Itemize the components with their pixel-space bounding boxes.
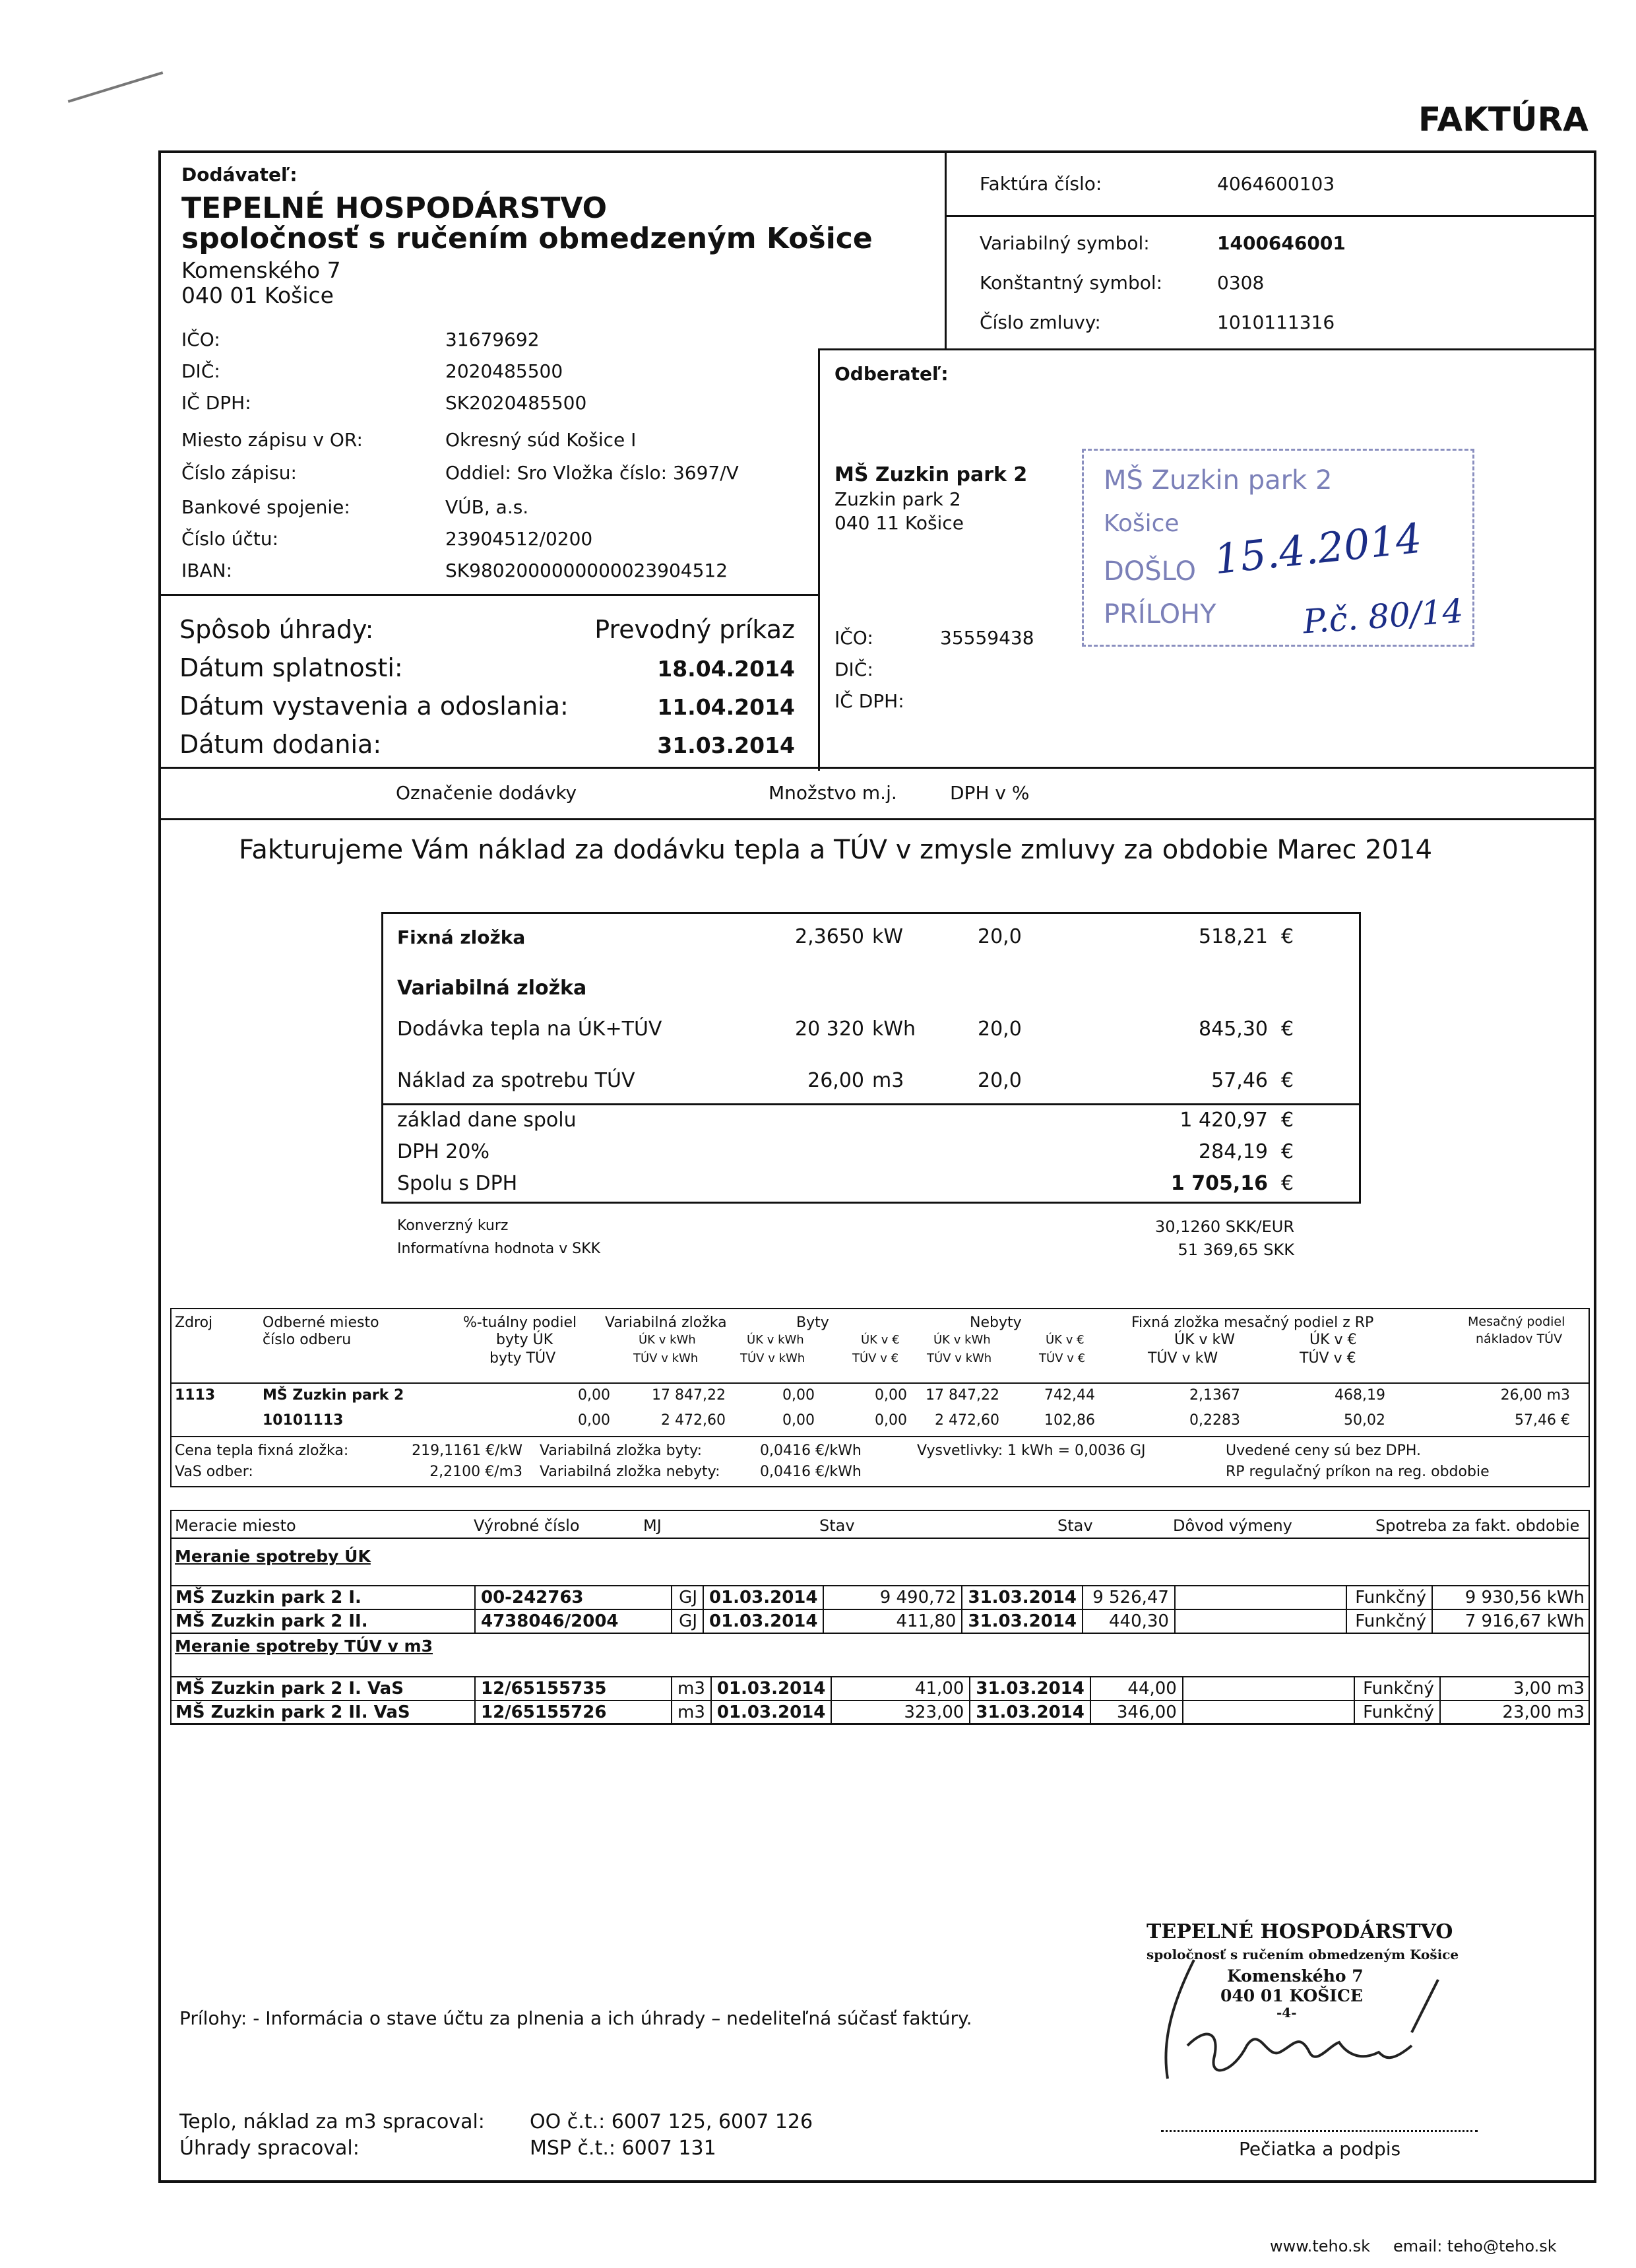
dist-fix-kw: 0,2283	[1189, 1412, 1240, 1429]
dist-header: nákladov TÚV	[1476, 1332, 1563, 1346]
meter-place: MŠ Zuzkin park 2 I. VaS	[170, 1677, 475, 1701]
dist-monthly: 57,46 €	[1515, 1412, 1570, 1429]
meter-state-to: 44,00	[1090, 1677, 1183, 1701]
meter-status: Funkčný	[1346, 1609, 1432, 1633]
dist-header: TÚV v €	[1300, 1350, 1356, 1367]
meter-date-to: 31.03.2014	[970, 1677, 1090, 1701]
website: www.teho.sk	[1270, 2237, 1370, 2255]
company-stamp-line: 040 01 KOŠICE	[1220, 1986, 1363, 2005]
dist-fix-eur: 468,19	[1335, 1387, 1385, 1404]
rp-note: RP regulačný príkon na reg. obdobie	[1226, 1464, 1490, 1480]
customer-ico: 35559438	[940, 627, 1034, 649]
dist-monthly: 26,00 m3	[1500, 1387, 1570, 1404]
dist-header: ÚK v €	[1046, 1333, 1085, 1347]
heat-item-qty: 20 320	[795, 1018, 864, 1041]
total-amount: 1 705,16	[1170, 1172, 1268, 1195]
processed-by-1: OO č.t.: 6007 125, 6007 126	[530, 2110, 813, 2133]
table-row	[170, 1677, 1590, 1701]
attachments-note: Prílohy: - Informácia o stave účtu za plnenia a ich úhrady – nedeliteľná súčasť faktúry.	[179, 2007, 972, 2029]
table-row	[170, 1586, 1590, 1609]
fixed-item-qty: 2,3650	[795, 925, 864, 948]
due-date-label: Dátum splatnosti:	[179, 653, 403, 682]
price-fixed: 219,1161 €/kW	[412, 1442, 522, 1459]
supplier-city: 040 01 Košice	[181, 282, 334, 308]
meters-header: MJ	[643, 1516, 662, 1535]
meters-header: Spotreba za fakt. obdobie	[1375, 1516, 1580, 1535]
dist-var: 2 472,60	[661, 1412, 726, 1429]
supplier-field-label: DIČ:	[181, 360, 220, 382]
dist-header: ÚK v €	[1309, 1332, 1357, 1348]
meter-unit: GJ	[672, 1586, 703, 1609]
delivery-date: 31.03.2014	[657, 732, 795, 758]
dist-header: TÚV v kWh	[927, 1351, 992, 1365]
supplier-name-2: spoločnosť s ručením obmedzeným Košice	[181, 222, 873, 255]
meter-consumption: 23,00 m3	[1440, 1701, 1590, 1724]
divider	[383, 1103, 1360, 1105]
divider	[945, 215, 1596, 217]
meters-uk-rows	[170, 1585, 1590, 1634]
meters-header: Výrobné číslo	[474, 1516, 580, 1535]
fixed-item-label: Fixná zložka	[397, 926, 526, 948]
meters-header: Stav	[1057, 1516, 1093, 1535]
supplier-field-value: VÚB, a.s.	[445, 496, 529, 518]
dist-header: Nebyty	[970, 1314, 1022, 1331]
supplier-field-label: Číslo zápisu:	[181, 462, 297, 484]
invoice-number-label: Faktúra číslo:	[980, 173, 1102, 195]
dist-header: Odberné miesto	[263, 1314, 379, 1331]
var-byty: 0,0416 €/kWh	[760, 1442, 862, 1459]
tuv-item-amount: 57,46	[1211, 1069, 1268, 1092]
price-fixed-label: Cena tepla fixná zložka:	[175, 1442, 349, 1459]
prices-note: Uvedené ceny sú bez DPH.	[1226, 1442, 1422, 1459]
col-header-quantity: Množstvo m.j.	[769, 782, 897, 804]
meter-serial: 00-242763	[475, 1586, 672, 1609]
stamp-line: MŠ Zuzkin park 2	[1104, 465, 1333, 496]
supplier-field-label: Miesto zápisu v OR:	[181, 429, 363, 451]
meter-date-to: 31.03.2014	[970, 1701, 1090, 1724]
customer-dic-label: DIČ:	[834, 659, 873, 680]
stamp-line: Košice	[1104, 510, 1180, 537]
dist-header: ÚK v kWh	[747, 1333, 804, 1347]
heat-item-vat: 20,0	[978, 1018, 1022, 1041]
meters-header: Dôvod výmeny	[1173, 1516, 1292, 1535]
customer-icdph-label: IČ DPH:	[834, 690, 904, 712]
table-row	[170, 1609, 1590, 1633]
var-nebyty-label: Variabilná zložka nebyty:	[540, 1464, 720, 1480]
dist-nebyty-eur: 102,86	[1044, 1412, 1095, 1429]
dist-byty-eur: 0,00	[875, 1387, 907, 1404]
variable-symbol-label: Variabilný symbol:	[980, 232, 1150, 254]
dist-header: TÚV v kWh	[740, 1351, 805, 1365]
meter-consumption: 7 916,67 kWh	[1432, 1609, 1590, 1633]
meter-state-from: 9 490,72	[823, 1586, 962, 1609]
meter-state-to: 9 526,47	[1083, 1586, 1175, 1609]
payment-method-label: Spôsob úhrady:	[179, 615, 374, 644]
dist-header: Fixná zložka mesačný podiel z RP	[1131, 1314, 1374, 1331]
meter-state-to: 440,30	[1083, 1609, 1175, 1633]
meter-reason	[1175, 1586, 1346, 1609]
skk-value: 51 369,65 SKK	[1178, 1241, 1294, 1259]
meter-place: MŠ Zuzkin park 2 II. VaS	[170, 1701, 475, 1724]
meter-place: MŠ Zuzkin park 2 II.	[170, 1609, 475, 1633]
company-stamp-line: Komenského 7	[1227, 1966, 1364, 1986]
dist-header: Byty	[796, 1314, 829, 1331]
col-header-vat: DPH v %	[950, 782, 1030, 804]
supplier-heading: Dodávateľ:	[181, 164, 298, 185]
supplier-field-label: IBAN:	[181, 560, 232, 581]
meter-date-from: 01.03.2014	[711, 1701, 831, 1724]
conversion-rate-label: Konverzný kurz	[397, 1217, 509, 1234]
due-date: 18.04.2014	[657, 656, 795, 682]
dist-header: číslo odberu	[263, 1332, 352, 1348]
customer-ico-label: IČO:	[834, 627, 873, 649]
meter-status: Funkčný	[1346, 1586, 1432, 1609]
divider	[945, 152, 947, 350]
meter-date-from: 01.03.2014	[703, 1586, 823, 1609]
meter-unit: m3	[672, 1701, 711, 1724]
tuv-item-vat: 20,0	[978, 1069, 1022, 1092]
supplier-field-label: IČO:	[181, 329, 220, 350]
meter-date-to: 31.03.2014	[962, 1609, 1082, 1633]
supplier-field-value: SK9802000000000023904512	[445, 560, 728, 581]
meters-header: Stav	[819, 1516, 855, 1535]
handwritten-number: P.č. 80/14	[1302, 591, 1465, 641]
dist-header: Variabilná zložka	[605, 1314, 727, 1331]
dist-header: %-tuálny podiel	[463, 1314, 577, 1331]
stamp-signature-label: Pečiatka a podpis	[1239, 2138, 1401, 2160]
dist-fix-kw: 2,1367	[1189, 1387, 1240, 1404]
divider	[158, 594, 819, 596]
tuv-item-qty: 26,00	[807, 1069, 864, 1092]
meter-unit: m3	[672, 1677, 711, 1701]
meter-place: MŠ Zuzkin park 2 I.	[170, 1586, 475, 1609]
dist-header: byty ÚK	[496, 1332, 553, 1348]
dist-byty-kwh: 0,00	[782, 1387, 815, 1404]
dist-header: TÚV v kWh	[633, 1351, 699, 1365]
dist-header: TÚV v kW	[1148, 1350, 1218, 1367]
processed-by-2-label: Úhrady spracoval:	[179, 2137, 360, 2160]
dist-place-number: 10101113	[263, 1412, 344, 1429]
dist-fix-eur: 50,02	[1344, 1412, 1385, 1429]
meter-reason	[1183, 1677, 1354, 1701]
invoice-intro: Fakturujeme Vám náklad za dodávku tepla a TÚV v zmysle zmluvy za obdobie Marec 2014	[239, 835, 1433, 865]
currency: €	[1281, 1069, 1294, 1092]
meters-section-uk: Meranie spotreby ÚK	[175, 1547, 371, 1566]
supplier-field-label: Bankové spojenie:	[181, 496, 350, 518]
dist-pct: 0,00	[578, 1412, 610, 1429]
meter-state-from: 323,00	[831, 1701, 970, 1724]
processed-by-1-label: Teplo, náklad za m3 spracoval:	[179, 2110, 485, 2133]
constant-symbol-label: Konštantný symbol:	[980, 272, 1163, 294]
var-nebyty: 0,0416 €/kWh	[760, 1464, 862, 1480]
dist-header: ÚK v €	[861, 1333, 900, 1347]
dist-pct: 0,00	[578, 1387, 610, 1404]
tax-base-amount: 1 420,97	[1180, 1109, 1268, 1132]
divider	[158, 818, 1596, 820]
variable-heading: Variabilná zložka	[397, 977, 587, 1000]
meter-state-from: 41,00	[831, 1677, 970, 1701]
dist-var: 17 847,22	[652, 1387, 726, 1404]
col-header-delivery: Označenie dodávky	[396, 782, 577, 804]
dist-header: TÚV v €	[1039, 1351, 1086, 1365]
invoice-number: 4064600103	[1217, 173, 1335, 195]
divider	[818, 348, 820, 771]
meter-date-from: 01.03.2014	[711, 1677, 831, 1701]
dist-header: byty TÚV	[489, 1350, 556, 1367]
divider	[170, 1382, 1590, 1384]
stamp-line: PRÍLOHY	[1104, 599, 1216, 630]
processed-by-2: MSP č.t.: 6007 131	[530, 2137, 716, 2160]
contract-number: 1010111316	[1217, 311, 1335, 333]
dist-source: 1113	[175, 1387, 216, 1404]
total-label: Spolu s DPH	[397, 1172, 518, 1195]
meters-section-tuv: Meranie spotreby TÚV v m3	[175, 1636, 433, 1656]
meter-state-to: 346,00	[1090, 1701, 1183, 1724]
supplier-field-label: IČ DPH:	[181, 392, 251, 414]
divider	[170, 1436, 1590, 1437]
payment-method: Prevodný príkaz	[594, 615, 795, 644]
meter-consumption: 9 930,56 kWh	[1432, 1586, 1590, 1609]
conversion-rate: 30,1260 SKK/EUR	[1154, 1217, 1294, 1236]
email: email: teho@teho.sk	[1393, 2237, 1557, 2255]
currency: €	[1281, 925, 1294, 948]
meter-serial: 12/65155735	[475, 1677, 672, 1701]
signature-line	[1161, 2130, 1478, 2132]
supplier-street: Komenského 7	[181, 257, 341, 283]
table-row	[170, 1701, 1590, 1724]
stamp-line: DOŠLO	[1104, 556, 1197, 587]
supplier-field-label: Číslo účtu:	[181, 528, 279, 550]
signature	[1148, 1947, 1451, 2092]
supplier-field-value: 23904512/0200	[445, 528, 593, 550]
issue-date: 11.04.2014	[657, 694, 795, 720]
meter-reason	[1183, 1701, 1354, 1724]
supplier-field-value: 31679692	[445, 329, 540, 350]
currency: €	[1281, 1109, 1294, 1132]
heat-item-label: Dodávka tepla na ÚK+TÚV	[397, 1018, 662, 1041]
customer-street: Zuzkin park 2	[834, 488, 961, 510]
meter-serial: 4738046/2004	[475, 1609, 672, 1633]
divider	[158, 767, 1596, 769]
pen-mark	[68, 71, 164, 103]
dist-place-name: MŠ Zuzkin park 2	[263, 1387, 404, 1404]
company-stamp-line: TEPELNÉ HOSPODÁRSTVO	[1147, 1920, 1453, 1943]
heat-item-unit: kWh	[872, 1018, 916, 1041]
dist-header: Zdroj	[175, 1314, 213, 1331]
dist-header: Mesačný podiel	[1468, 1314, 1565, 1329]
var-byty-label: Variabilná zložka byty:	[540, 1442, 703, 1459]
currency: €	[1281, 1140, 1294, 1163]
tuv-item-unit: m3	[872, 1069, 904, 1092]
meter-reason	[1175, 1609, 1346, 1633]
dist-header: ÚK v kWh	[933, 1333, 991, 1347]
company-stamp-line: spoločnosť s ručením obmedzeným Košice	[1147, 1947, 1459, 1962]
supplier-field-value: SK2020485500	[445, 392, 587, 414]
customer-heading: Odberateľ:	[834, 363, 949, 385]
meter-status: Funkčný	[1354, 1701, 1440, 1724]
fixed-item-unit: kW	[872, 925, 904, 948]
currency: €	[1281, 1018, 1294, 1041]
meter-serial: 12/65155726	[475, 1701, 672, 1724]
dist-nebyty-kwh: 2 472,60	[935, 1412, 999, 1429]
tuv-item-label: Náklad za spotrebu TÚV	[397, 1069, 635, 1092]
document-title: FAKTÚRA	[1418, 100, 1589, 139]
meters-tuv-rows	[170, 1676, 1590, 1725]
customer-city: 040 11 Košice	[834, 512, 964, 534]
meter-consumption: 3,00 m3	[1440, 1677, 1590, 1701]
issue-date-label: Dátum vystavenia a odoslania:	[179, 692, 569, 721]
meters-header: Meracie miesto	[175, 1516, 296, 1535]
supplier-field-value: 2020485500	[445, 360, 563, 382]
handwritten-date: 15.4.2014	[1212, 513, 1424, 584]
dist-nebyty-kwh: 17 847,22	[926, 1387, 999, 1404]
vat-label: DPH 20%	[397, 1140, 489, 1163]
fixed-item-vat: 20,0	[978, 925, 1022, 948]
meter-unit: GJ	[672, 1609, 703, 1633]
meter-state-from: 411,80	[823, 1609, 962, 1633]
divider	[818, 348, 1596, 350]
currency: €	[1281, 1172, 1294, 1195]
skk-value-label: Informatívna hodnota v SKK	[397, 1241, 601, 1257]
meter-date-from: 01.03.2014	[703, 1609, 823, 1633]
company-stamp-line: -4-	[1276, 2005, 1297, 2021]
dist-header: TÚV v €	[852, 1351, 899, 1365]
heat-item-amount: 845,30	[1199, 1018, 1268, 1041]
dist-header: ÚK v kWh	[639, 1333, 696, 1347]
divider	[170, 1538, 1590, 1539]
delivery-date-label: Dátum dodania:	[179, 730, 382, 759]
supplier-field-value: Oddiel: Sro Vložka číslo: 3697/V	[445, 462, 739, 484]
constant-symbol: 0308	[1217, 272, 1265, 294]
dist-byty-eur: 0,00	[875, 1412, 907, 1429]
explanation-note: Vysvetlivky: 1 kWh = 0,0036 GJ	[917, 1442, 1146, 1459]
contract-number-label: Číslo zmluvy:	[980, 311, 1101, 333]
meter-status: Funkčný	[1354, 1677, 1440, 1701]
vas-price: 2,2100 €/m3	[429, 1464, 522, 1480]
dist-nebyty-eur: 742,44	[1044, 1387, 1095, 1404]
supplier-name-1: TEPELNÉ HOSPODÁRSTVO	[181, 191, 608, 225]
variable-symbol: 1400646001	[1217, 232, 1346, 254]
dist-header: ÚK v kW	[1174, 1332, 1236, 1348]
vat-amount: 284,19	[1199, 1140, 1268, 1163]
dist-byty-kwh: 0,00	[782, 1412, 815, 1429]
tax-base-label: základ dane spolu	[397, 1109, 577, 1132]
supplier-field-value: Okresný súd Košice I	[445, 429, 637, 451]
customer-name: MŠ Zuzkin park 2	[834, 463, 1028, 486]
fixed-item-amount: 518,21	[1199, 925, 1268, 948]
vas-label: VaS odber:	[175, 1464, 253, 1480]
meter-date-to: 31.03.2014	[962, 1586, 1082, 1609]
